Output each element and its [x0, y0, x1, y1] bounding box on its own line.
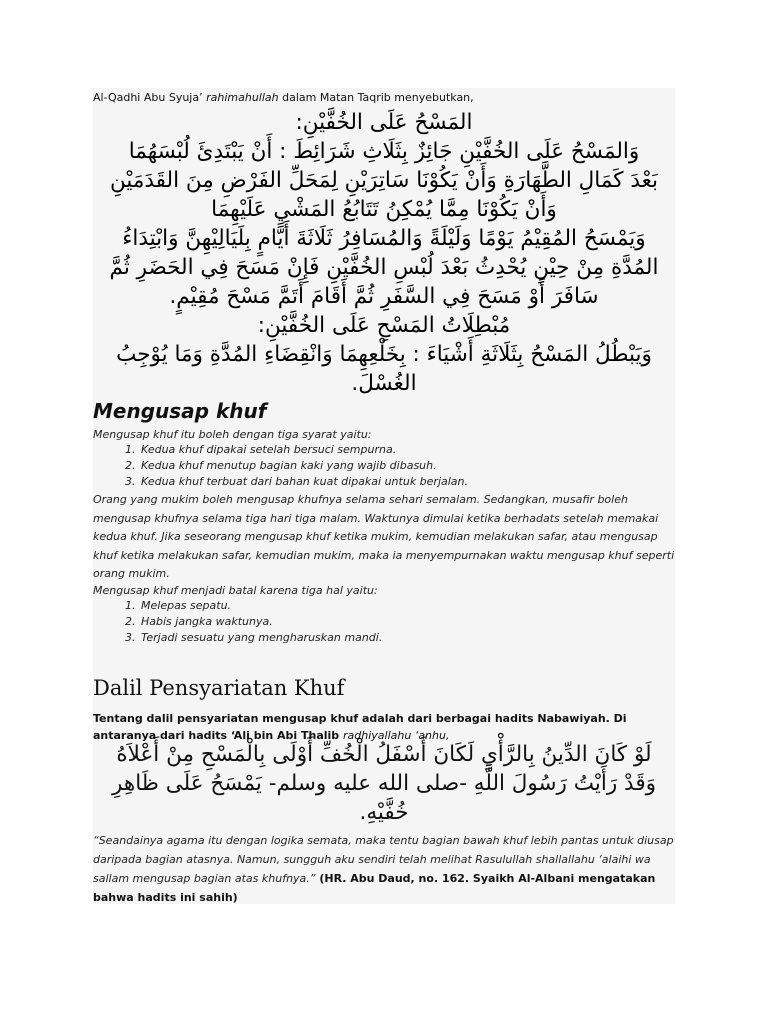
- invalidators-lead: Mengusap khuf menjadi batal karena tiga hal yaitu:: [93, 583, 378, 597]
- arabic-line: وَقَدْ رَأَيْتُ رَسُولَ اللَّهِ -صلى الله عليه وسلم- يَمْسَحُ عَلَى ظَاهِرِ: [112, 771, 656, 796]
- intro-line: [93, 91, 675, 105]
- arabic-line: بَعْدَ كَمَالِ الطَّهَارَةِ وَأَنْ يَكُوْنَا سَاتِرَيْنِ لِمَحَلِّ الفَرْضِ مِنَ القَدَمَيْنِ: [110, 168, 658, 193]
- list-item: 2. Kedua khuf menutup bagian kaki yang wajib dibasuh.: [139, 458, 675, 474]
- intro-prefix: Al-Qadhi Abu Syuja’: [93, 91, 207, 104]
- list-item: 2. Habis jangka waktunya.: [139, 614, 675, 630]
- arabic-line: وَأَنْ يَكُوْنَا مِمَّا يُمْكِنُ تَتَابُعُ المَشْيِ عَلَيْهِمَا: [211, 197, 557, 222]
- intro-italic: rahimahullah: [206, 91, 279, 104]
- section-mengusap-khuf-body: [93, 428, 675, 646]
- arabic-matan: [93, 108, 675, 398]
- dalil-intro: [93, 710, 675, 744]
- arabic-line: لَوْ كَانَ الدِّينُ بِالرَّأْيِ لَكَانَ أَسْفَلُ الْخُفِّ أَوْلَى بِالْمَسْحِ مِنْ أَعْلاَهُ: [116, 742, 652, 767]
- hadith-source: (HR. Abu Daud, no. 162. Syaikh Al-Albani mengatakan bahwa hadits ini sahih): [93, 872, 656, 904]
- arabic-line: سَافَرَ أَوْ مَسَحَ فِي السَّفَرِ ثُمَّ أَقَامَ أَتَمَّ مَسْحَ مُقِيْمٍ.: [169, 284, 599, 309]
- section-heading-mengusap-khuf: Mengusap khuf: [93, 399, 267, 423]
- arabic-line: المَسْحُ عَلَى الخُفَّيْنِ:: [295, 110, 473, 135]
- arabic-line: وَيَبْطُلُ المَسْحُ بِثَلَاثَةِ أَشْيَاءَ : بِخَلْعِهِمَا وَانْقِضَاءِ المُدَّةِ وَمَا يُوْجِبُ: [116, 342, 652, 367]
- list-item: 1. Melepas sepatu.: [139, 598, 675, 614]
- arabic-hadith: [93, 740, 675, 827]
- dalil-intro-text: Tentang dalil pensyariatan mengusap khuf adalah dari berbagai hadits Nabawiyah. Di antaranya dari hadits ‘Ali bin Abi Thalib: [93, 712, 627, 742]
- list-item: 1. Kedua khuf dipakai setelah bersuci sempurna.: [139, 442, 675, 458]
- arabic-line: وَيَمْسَحُ المُقِيْمُ يَوْمًا وَلَيْلَةً وَالمُسَافِرُ ثَلَاثَةَ أَيَّامٍ بِلَيَالِيْهِنَّ وَابْتِدَاءُ: [122, 226, 646, 251]
- arabic-line: الغُسْلَ.: [351, 371, 417, 396]
- list-item: 3. Kedua khuf terbuat dari bahan kuat dipakai untuk berjalan.: [139, 474, 675, 490]
- conditions-list: [93, 442, 675, 490]
- duration-paragraph: Orang yang mukim boleh mengusap khufnya selama sehari semalam. Sedangkan, musafir boleh mengusap khufnya selama tiga hari tiga malam. Waktunya dimulai ketika berhadats setelah memakai kedua khuf. Jika seseorang mengusap khuf ketika mukim, kemudian melakukan safar, atau mengusap khuf ketika melakukan safar, kemudian mukim, maka ia menyempurnakan waktu mengusap khuf seperti orang mukim.: [93, 493, 675, 580]
- arabic-line: وَالمَسْحُ عَلَى الخُفَّيْنِ جَائِزٌ بِثَلَاثِ شَرَائِطَ : أَنْ يَبْتَدِئَ لُبْسَهُمَا: [128, 139, 640, 164]
- hadith-translation: [93, 831, 675, 907]
- intro-suffix: dalam Matan Taqrib menyebutkan,: [278, 91, 474, 104]
- conditions-lead: Mengusap khuf itu boleh dengan tiga syarat yaitu:: [93, 428, 372, 441]
- list-item: 3. Terjadi sesuatu yang mengharuskan mandi.: [139, 630, 675, 646]
- translation-text: “Seandainya agama itu dengan logika semata, maka tentu bagian bawah khuf lebih pantas untuk diusap daripada bagian atasnya. Namun, sungguh aku sendiri telah melihat Rasulullah shallallahu ‘alaihi wa sallam mengusap bagian atas khufnya.”: [93, 834, 674, 885]
- section-heading-dalil: Dalil Pensyariatan Khuf: [93, 676, 345, 700]
- arabic-line: المُدَّةِ مِنْ حِيْنِ يُحْدِثُ بَعْدَ لُبْسِ الخُفَّيْنِ فَإِنْ مَسَحَ فِي الحَضَرِ ثُمَّ: [109, 255, 659, 280]
- invalidators-list: [93, 598, 675, 646]
- arabic-line: مُبْطِلَاتُ المَسْحِ عَلَى الخُفَّيْنِ:: [257, 313, 511, 338]
- arabic-line: خُفَّيْهِ.: [359, 800, 409, 825]
- dalil-intro-italic: radhiyallahu ‘anhu,: [343, 729, 450, 742]
